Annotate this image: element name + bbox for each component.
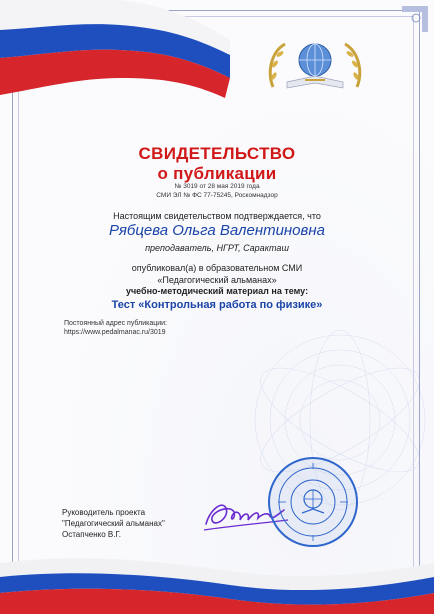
head-project: "Педагогический альманах" (62, 519, 165, 528)
head-title: Руководитель проекта (62, 508, 146, 517)
corner-ornament (402, 6, 428, 32)
recipient-name: Рябцева Ольга Валентиновна (109, 222, 325, 239)
material-title: Тест «Контрольная работа по физике» (111, 299, 323, 311)
almanac-emblem (265, 32, 365, 98)
official-stamp-icon (266, 455, 360, 549)
media-name: «Педагогический альманах» (157, 275, 277, 285)
head-name: Остапченко В.Г. (62, 530, 122, 539)
material-type: учебно-методический материал на тему: (125, 286, 309, 296)
certificate-title: СВИДЕТЕЛЬСТВО (138, 144, 296, 163)
recipient-position: преподаватель, НГРТ, Саракташ (145, 243, 289, 253)
media-license: СМИ ЭЛ № ФС 77-75245, Роскомнадзор (156, 192, 278, 199)
confirm-text: Настоящим свидетельством подтверждается, что (113, 211, 321, 221)
published-in-text: опубликовал(а) в образовательном СМИ (131, 263, 303, 273)
publication-address-url[interactable]: https://www.pedalmanac.ru/3019 (64, 329, 166, 336)
russian-flag-bottom (0, 555, 434, 614)
certificate-number: № 3019 от 28 мая 2019 года (174, 183, 260, 190)
publication-address-label: Постоянный адрес публикации: (64, 320, 168, 327)
russian-flag-top (0, 0, 230, 120)
certificate-subtitle: о публикации (157, 164, 277, 183)
